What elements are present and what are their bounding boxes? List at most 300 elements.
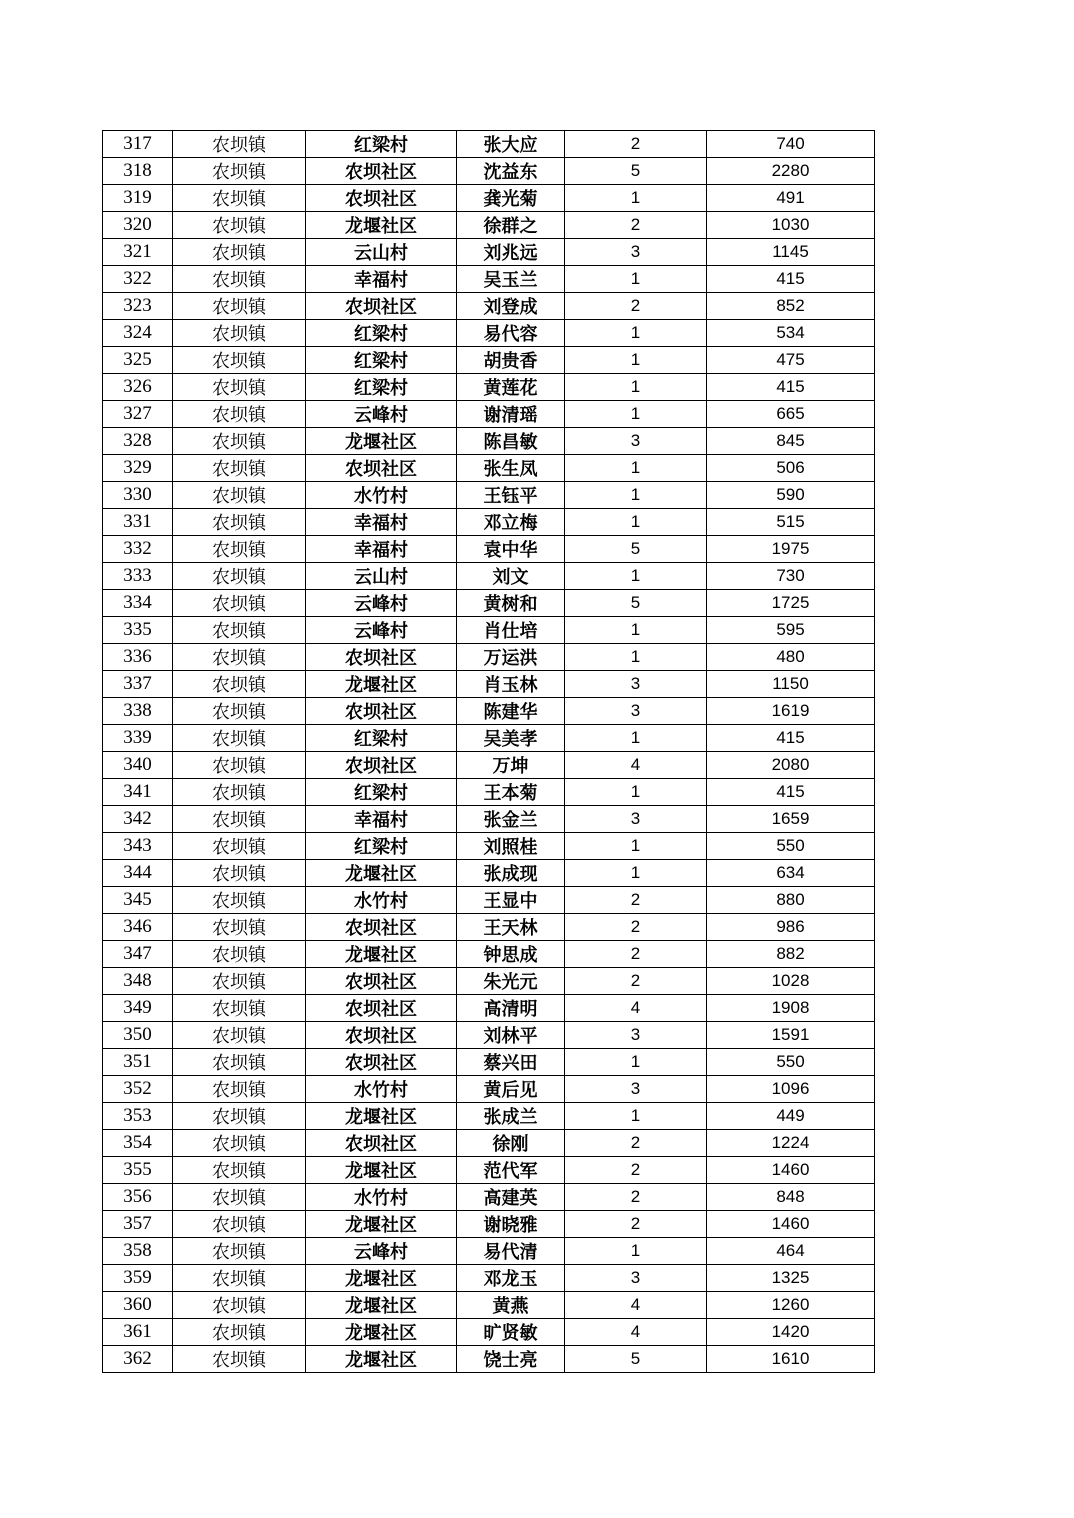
cell-village: 农坝社区 bbox=[306, 995, 457, 1022]
cell-name: 陈建华 bbox=[457, 698, 565, 725]
cell-amount: 491 bbox=[707, 185, 875, 212]
cell-amount: 1610 bbox=[707, 1346, 875, 1373]
cell-index: 330 bbox=[103, 482, 173, 509]
cell-village: 农坝社区 bbox=[306, 158, 457, 185]
cell-village: 农坝社区 bbox=[306, 752, 457, 779]
cell-amount: 882 bbox=[707, 941, 875, 968]
cell-village: 幸福村 bbox=[306, 266, 457, 293]
cell-town: 农坝镇 bbox=[173, 293, 306, 320]
cell-amount: 1725 bbox=[707, 590, 875, 617]
cell-town: 农坝镇 bbox=[173, 887, 306, 914]
table-row bbox=[103, 1346, 875, 1373]
cell-amount: 1420 bbox=[707, 1319, 875, 1346]
cell-village: 农坝社区 bbox=[306, 698, 457, 725]
table-row bbox=[103, 347, 875, 374]
cell-amount: 515 bbox=[707, 509, 875, 536]
cell-amount: 480 bbox=[707, 644, 875, 671]
cell-town: 农坝镇 bbox=[173, 1157, 306, 1184]
cell-name: 旷贤敏 bbox=[457, 1319, 565, 1346]
cell-name: 刘照桂 bbox=[457, 833, 565, 860]
cell-village: 龙堰社区 bbox=[306, 1211, 457, 1238]
cell-count: 2 bbox=[565, 914, 707, 941]
cell-count: 1 bbox=[565, 266, 707, 293]
cell-index: 354 bbox=[103, 1130, 173, 1157]
table-row bbox=[103, 1292, 875, 1319]
table-row bbox=[103, 158, 875, 185]
cell-name: 谢清瑶 bbox=[457, 401, 565, 428]
cell-name: 高建英 bbox=[457, 1184, 565, 1211]
cell-town: 农坝镇 bbox=[173, 1265, 306, 1292]
cell-amount: 2080 bbox=[707, 752, 875, 779]
table-row bbox=[103, 293, 875, 320]
table-row bbox=[103, 428, 875, 455]
cell-town: 农坝镇 bbox=[173, 1319, 306, 1346]
cell-index: 332 bbox=[103, 536, 173, 563]
cell-name: 龚光菊 bbox=[457, 185, 565, 212]
cell-count: 2 bbox=[565, 887, 707, 914]
cell-index: 335 bbox=[103, 617, 173, 644]
cell-count: 4 bbox=[565, 1292, 707, 1319]
cell-index: 360 bbox=[103, 1292, 173, 1319]
cell-count: 3 bbox=[565, 698, 707, 725]
cell-name: 朱光元 bbox=[457, 968, 565, 995]
cell-amount: 449 bbox=[707, 1103, 875, 1130]
cell-amount: 1619 bbox=[707, 698, 875, 725]
cell-name: 邓立梅 bbox=[457, 509, 565, 536]
cell-index: 324 bbox=[103, 320, 173, 347]
cell-town: 农坝镇 bbox=[173, 131, 306, 158]
beneficiary-table bbox=[102, 130, 875, 1373]
cell-count: 2 bbox=[565, 968, 707, 995]
cell-town: 农坝镇 bbox=[173, 1076, 306, 1103]
table-row bbox=[103, 131, 875, 158]
cell-count: 1 bbox=[565, 1049, 707, 1076]
cell-count: 1 bbox=[565, 563, 707, 590]
cell-amount: 1150 bbox=[707, 671, 875, 698]
cell-index: 338 bbox=[103, 698, 173, 725]
cell-count: 3 bbox=[565, 806, 707, 833]
cell-town: 农坝镇 bbox=[173, 1346, 306, 1373]
cell-village: 龙堰社区 bbox=[306, 1319, 457, 1346]
table-row bbox=[103, 455, 875, 482]
cell-name: 沈益东 bbox=[457, 158, 565, 185]
cell-amount: 595 bbox=[707, 617, 875, 644]
cell-town: 农坝镇 bbox=[173, 914, 306, 941]
cell-name: 易代清 bbox=[457, 1238, 565, 1265]
cell-name: 袁中华 bbox=[457, 536, 565, 563]
table-row bbox=[103, 509, 875, 536]
table-row bbox=[103, 1265, 875, 1292]
cell-index: 317 bbox=[103, 131, 173, 158]
cell-index: 358 bbox=[103, 1238, 173, 1265]
cell-name: 蔡兴田 bbox=[457, 1049, 565, 1076]
cell-index: 342 bbox=[103, 806, 173, 833]
cell-amount: 1460 bbox=[707, 1211, 875, 1238]
cell-town: 农坝镇 bbox=[173, 968, 306, 995]
cell-index: 337 bbox=[103, 671, 173, 698]
cell-index: 357 bbox=[103, 1211, 173, 1238]
cell-name: 黄树和 bbox=[457, 590, 565, 617]
cell-name: 张成现 bbox=[457, 860, 565, 887]
cell-village: 水竹村 bbox=[306, 1184, 457, 1211]
cell-amount: 1325 bbox=[707, 1265, 875, 1292]
cell-count: 3 bbox=[565, 1076, 707, 1103]
cell-name: 黄莲花 bbox=[457, 374, 565, 401]
table-row bbox=[103, 752, 875, 779]
cell-amount: 1028 bbox=[707, 968, 875, 995]
table-row bbox=[103, 563, 875, 590]
cell-name: 张生凤 bbox=[457, 455, 565, 482]
cell-name: 张成兰 bbox=[457, 1103, 565, 1130]
cell-town: 农坝镇 bbox=[173, 482, 306, 509]
cell-index: 353 bbox=[103, 1103, 173, 1130]
cell-index: 355 bbox=[103, 1157, 173, 1184]
cell-town: 农坝镇 bbox=[173, 752, 306, 779]
table-row bbox=[103, 968, 875, 995]
cell-amount: 634 bbox=[707, 860, 875, 887]
cell-name: 刘兆远 bbox=[457, 239, 565, 266]
cell-index: 350 bbox=[103, 1022, 173, 1049]
cell-count: 1 bbox=[565, 725, 707, 752]
cell-village: 云峰村 bbox=[306, 617, 457, 644]
cell-index: 326 bbox=[103, 374, 173, 401]
cell-count: 3 bbox=[565, 428, 707, 455]
cell-village: 龙堰社区 bbox=[306, 1103, 457, 1130]
table-row bbox=[103, 1238, 875, 1265]
cell-village: 农坝社区 bbox=[306, 644, 457, 671]
table-row bbox=[103, 860, 875, 887]
cell-town: 农坝镇 bbox=[173, 671, 306, 698]
cell-name: 肖仕培 bbox=[457, 617, 565, 644]
cell-amount: 415 bbox=[707, 374, 875, 401]
cell-count: 1 bbox=[565, 509, 707, 536]
cell-amount: 848 bbox=[707, 1184, 875, 1211]
cell-village: 幸福村 bbox=[306, 509, 457, 536]
cell-count: 1 bbox=[565, 320, 707, 347]
cell-town: 农坝镇 bbox=[173, 1130, 306, 1157]
cell-count: 5 bbox=[565, 536, 707, 563]
cell-index: 334 bbox=[103, 590, 173, 617]
cell-count: 2 bbox=[565, 1157, 707, 1184]
table-row bbox=[103, 401, 875, 428]
cell-amount: 1908 bbox=[707, 995, 875, 1022]
cell-town: 农坝镇 bbox=[173, 320, 306, 347]
cell-name: 饶士亮 bbox=[457, 1346, 565, 1373]
cell-count: 2 bbox=[565, 1130, 707, 1157]
cell-amount: 415 bbox=[707, 725, 875, 752]
cell-index: 321 bbox=[103, 239, 173, 266]
cell-name: 吴美孝 bbox=[457, 725, 565, 752]
cell-index: 331 bbox=[103, 509, 173, 536]
cell-amount: 590 bbox=[707, 482, 875, 509]
cell-count: 4 bbox=[565, 752, 707, 779]
cell-village: 水竹村 bbox=[306, 887, 457, 914]
cell-index: 336 bbox=[103, 644, 173, 671]
cell-amount: 1460 bbox=[707, 1157, 875, 1184]
cell-count: 2 bbox=[565, 131, 707, 158]
cell-village: 红梁村 bbox=[306, 779, 457, 806]
cell-count: 1 bbox=[565, 617, 707, 644]
cell-index: 344 bbox=[103, 860, 173, 887]
cell-town: 农坝镇 bbox=[173, 725, 306, 752]
cell-index: 327 bbox=[103, 401, 173, 428]
cell-index: 347 bbox=[103, 941, 173, 968]
cell-village: 农坝社区 bbox=[306, 914, 457, 941]
cell-count: 1 bbox=[565, 860, 707, 887]
cell-index: 333 bbox=[103, 563, 173, 590]
cell-count: 5 bbox=[565, 590, 707, 617]
cell-index: 343 bbox=[103, 833, 173, 860]
table-row bbox=[103, 482, 875, 509]
cell-count: 1 bbox=[565, 401, 707, 428]
cell-amount: 852 bbox=[707, 293, 875, 320]
cell-amount: 1975 bbox=[707, 536, 875, 563]
cell-index: 325 bbox=[103, 347, 173, 374]
table-row bbox=[103, 779, 875, 806]
cell-index: 339 bbox=[103, 725, 173, 752]
table-row bbox=[103, 320, 875, 347]
cell-village: 龙堰社区 bbox=[306, 1292, 457, 1319]
cell-name: 黄燕 bbox=[457, 1292, 565, 1319]
table-row bbox=[103, 617, 875, 644]
cell-village: 龙堰社区 bbox=[306, 212, 457, 239]
cell-count: 1 bbox=[565, 347, 707, 374]
cell-town: 农坝镇 bbox=[173, 1184, 306, 1211]
cell-village: 龙堰社区 bbox=[306, 671, 457, 698]
cell-village: 龙堰社区 bbox=[306, 860, 457, 887]
table-row bbox=[103, 644, 875, 671]
cell-name: 谢晓雅 bbox=[457, 1211, 565, 1238]
cell-amount: 1260 bbox=[707, 1292, 875, 1319]
cell-count: 2 bbox=[565, 212, 707, 239]
cell-name: 王本菊 bbox=[457, 779, 565, 806]
cell-village: 农坝社区 bbox=[306, 185, 457, 212]
cell-name: 刘登成 bbox=[457, 293, 565, 320]
table-row bbox=[103, 185, 875, 212]
cell-count: 4 bbox=[565, 1319, 707, 1346]
cell-village: 龙堰社区 bbox=[306, 1346, 457, 1373]
cell-index: 340 bbox=[103, 752, 173, 779]
cell-count: 1 bbox=[565, 833, 707, 860]
cell-village: 龙堰社区 bbox=[306, 1157, 457, 1184]
cell-count: 4 bbox=[565, 995, 707, 1022]
cell-town: 农坝镇 bbox=[173, 644, 306, 671]
cell-amount: 845 bbox=[707, 428, 875, 455]
cell-town: 农坝镇 bbox=[173, 455, 306, 482]
cell-count: 3 bbox=[565, 671, 707, 698]
cell-amount: 550 bbox=[707, 833, 875, 860]
cell-village: 水竹村 bbox=[306, 1076, 457, 1103]
cell-amount: 1145 bbox=[707, 239, 875, 266]
cell-amount: 740 bbox=[707, 131, 875, 158]
cell-town: 农坝镇 bbox=[173, 401, 306, 428]
cell-town: 农坝镇 bbox=[173, 1292, 306, 1319]
cell-name: 陈昌敏 bbox=[457, 428, 565, 455]
cell-town: 农坝镇 bbox=[173, 563, 306, 590]
cell-name: 肖玉林 bbox=[457, 671, 565, 698]
cell-name: 王钰平 bbox=[457, 482, 565, 509]
cell-name: 黄后见 bbox=[457, 1076, 565, 1103]
cell-name: 王显中 bbox=[457, 887, 565, 914]
cell-name: 王天林 bbox=[457, 914, 565, 941]
cell-index: 362 bbox=[103, 1346, 173, 1373]
cell-name: 张金兰 bbox=[457, 806, 565, 833]
cell-village: 农坝社区 bbox=[306, 293, 457, 320]
table-row bbox=[103, 1049, 875, 1076]
cell-count: 1 bbox=[565, 185, 707, 212]
cell-town: 农坝镇 bbox=[173, 806, 306, 833]
cell-name: 刘文 bbox=[457, 563, 565, 590]
cell-amount: 1591 bbox=[707, 1022, 875, 1049]
table-row bbox=[103, 536, 875, 563]
cell-name: 徐刚 bbox=[457, 1130, 565, 1157]
cell-index: 323 bbox=[103, 293, 173, 320]
table-row bbox=[103, 725, 875, 752]
cell-index: 341 bbox=[103, 779, 173, 806]
cell-town: 农坝镇 bbox=[173, 212, 306, 239]
cell-count: 1 bbox=[565, 455, 707, 482]
cell-town: 农坝镇 bbox=[173, 1022, 306, 1049]
cell-town: 农坝镇 bbox=[173, 590, 306, 617]
cell-count: 1 bbox=[565, 644, 707, 671]
cell-index: 345 bbox=[103, 887, 173, 914]
table-row bbox=[103, 1319, 875, 1346]
cell-count: 1 bbox=[565, 1103, 707, 1130]
cell-town: 农坝镇 bbox=[173, 266, 306, 293]
table-row bbox=[103, 212, 875, 239]
cell-index: 352 bbox=[103, 1076, 173, 1103]
cell-count: 3 bbox=[565, 1022, 707, 1049]
cell-town: 农坝镇 bbox=[173, 860, 306, 887]
cell-count: 5 bbox=[565, 158, 707, 185]
cell-town: 农坝镇 bbox=[173, 779, 306, 806]
table-row bbox=[103, 1157, 875, 1184]
cell-town: 农坝镇 bbox=[173, 941, 306, 968]
cell-town: 农坝镇 bbox=[173, 185, 306, 212]
cell-count: 1 bbox=[565, 779, 707, 806]
cell-amount: 986 bbox=[707, 914, 875, 941]
cell-name: 刘林平 bbox=[457, 1022, 565, 1049]
cell-count: 2 bbox=[565, 1211, 707, 1238]
cell-amount: 1659 bbox=[707, 806, 875, 833]
cell-index: 359 bbox=[103, 1265, 173, 1292]
cell-village: 红梁村 bbox=[306, 374, 457, 401]
cell-village: 幸福村 bbox=[306, 806, 457, 833]
cell-index: 320 bbox=[103, 212, 173, 239]
table-row bbox=[103, 806, 875, 833]
table-row bbox=[103, 941, 875, 968]
cell-village: 红梁村 bbox=[306, 725, 457, 752]
cell-count: 1 bbox=[565, 482, 707, 509]
cell-count: 1 bbox=[565, 1238, 707, 1265]
cell-amount: 1030 bbox=[707, 212, 875, 239]
table-row bbox=[103, 1103, 875, 1130]
cell-amount: 730 bbox=[707, 563, 875, 590]
cell-index: 328 bbox=[103, 428, 173, 455]
cell-index: 319 bbox=[103, 185, 173, 212]
cell-town: 农坝镇 bbox=[173, 536, 306, 563]
cell-town: 农坝镇 bbox=[173, 1049, 306, 1076]
cell-amount: 665 bbox=[707, 401, 875, 428]
cell-name: 胡贵香 bbox=[457, 347, 565, 374]
cell-village: 红梁村 bbox=[306, 320, 457, 347]
cell-village: 农坝社区 bbox=[306, 968, 457, 995]
cell-name: 万坤 bbox=[457, 752, 565, 779]
cell-village: 红梁村 bbox=[306, 347, 457, 374]
table-body bbox=[103, 131, 875, 1373]
cell-village: 龙堰社区 bbox=[306, 428, 457, 455]
table-row bbox=[103, 266, 875, 293]
cell-name: 范代军 bbox=[457, 1157, 565, 1184]
cell-amount: 506 bbox=[707, 455, 875, 482]
cell-village: 农坝社区 bbox=[306, 1049, 457, 1076]
cell-town: 农坝镇 bbox=[173, 1238, 306, 1265]
cell-index: 351 bbox=[103, 1049, 173, 1076]
cell-amount: 415 bbox=[707, 779, 875, 806]
cell-amount: 2280 bbox=[707, 158, 875, 185]
cell-name: 万运洪 bbox=[457, 644, 565, 671]
table-row bbox=[103, 1130, 875, 1157]
cell-count: 3 bbox=[565, 239, 707, 266]
table-row bbox=[103, 995, 875, 1022]
cell-town: 农坝镇 bbox=[173, 1103, 306, 1130]
cell-amount: 475 bbox=[707, 347, 875, 374]
cell-index: 318 bbox=[103, 158, 173, 185]
cell-count: 2 bbox=[565, 293, 707, 320]
table-row bbox=[103, 1184, 875, 1211]
cell-name: 钟思成 bbox=[457, 941, 565, 968]
cell-town: 农坝镇 bbox=[173, 374, 306, 401]
cell-index: 322 bbox=[103, 266, 173, 293]
cell-village: 龙堰社区 bbox=[306, 941, 457, 968]
table-row bbox=[103, 239, 875, 266]
cell-village: 红梁村 bbox=[306, 131, 457, 158]
cell-village: 幸福村 bbox=[306, 536, 457, 563]
cell-town: 农坝镇 bbox=[173, 428, 306, 455]
cell-amount: 534 bbox=[707, 320, 875, 347]
cell-village: 水竹村 bbox=[306, 482, 457, 509]
table-row bbox=[103, 1022, 875, 1049]
cell-count: 5 bbox=[565, 1346, 707, 1373]
cell-town: 农坝镇 bbox=[173, 833, 306, 860]
cell-village: 红梁村 bbox=[306, 833, 457, 860]
cell-village: 云山村 bbox=[306, 239, 457, 266]
cell-amount: 415 bbox=[707, 266, 875, 293]
cell-town: 农坝镇 bbox=[173, 617, 306, 644]
cell-name: 张大应 bbox=[457, 131, 565, 158]
cell-amount: 880 bbox=[707, 887, 875, 914]
table-row bbox=[103, 914, 875, 941]
cell-index: 348 bbox=[103, 968, 173, 995]
cell-amount: 464 bbox=[707, 1238, 875, 1265]
cell-amount: 1096 bbox=[707, 1076, 875, 1103]
cell-town: 农坝镇 bbox=[173, 509, 306, 536]
cell-town: 农坝镇 bbox=[173, 1211, 306, 1238]
table-row bbox=[103, 887, 875, 914]
cell-index: 346 bbox=[103, 914, 173, 941]
cell-index: 361 bbox=[103, 1319, 173, 1346]
cell-amount: 1224 bbox=[707, 1130, 875, 1157]
cell-village: 农坝社区 bbox=[306, 455, 457, 482]
cell-village: 农坝社区 bbox=[306, 1130, 457, 1157]
table-row bbox=[103, 374, 875, 401]
cell-village: 云山村 bbox=[306, 563, 457, 590]
cell-name: 邓龙玉 bbox=[457, 1265, 565, 1292]
cell-village: 云峰村 bbox=[306, 590, 457, 617]
cell-count: 2 bbox=[565, 1184, 707, 1211]
table-row bbox=[103, 671, 875, 698]
cell-village: 农坝社区 bbox=[306, 1022, 457, 1049]
